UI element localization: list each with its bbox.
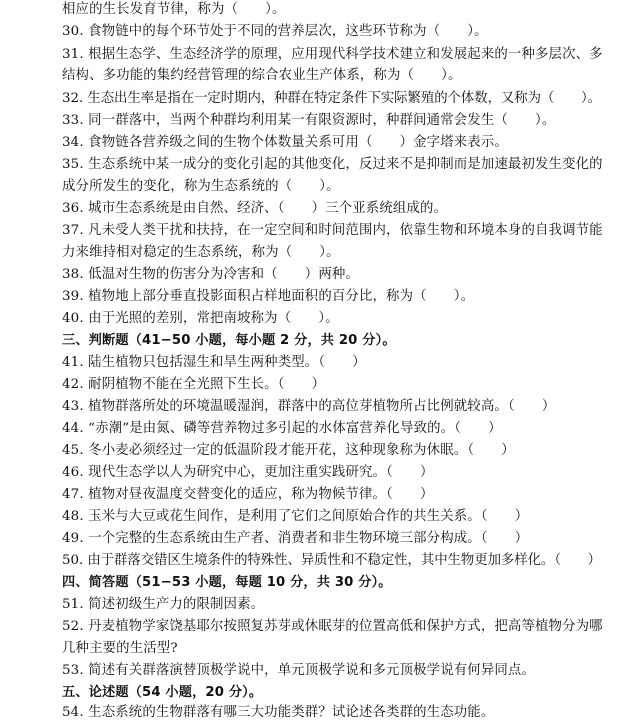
question-44: 44. “赤潮”是由氮、磷等营养物过多引起的水体富营养化导致的。（ ） [62,421,502,436]
question-53: 53. 简述有关群落演替顶极学说中，单元顶极学说和多元顶极学说有何异同点。 [62,663,535,678]
question-54: 54. 生态系统的生物群落有哪三大功能类群？试论述各类群的生态功能。 [62,705,495,720]
section-heading-short-answer: 四、简答题（51−53 小题，每题 10 分，共 30 分）。 [62,575,392,590]
question-48: 48. 玉米与大豆或花生间作，是利用了它们之间原始合作的共生关系。（ ） [62,509,529,524]
question-37: 37. 凡未受人类干扰和扶持，在一定空间和时间范围内，依靠生物和环境本身的自我调节能 [62,223,603,238]
question-46: 46. 现代生态学以人为研究中心，更加注重实践研究。（ ） [62,465,434,480]
section-heading-true-false: 三、判断题（41−50 小题，每小题 2 分，共 20 分）。 [62,333,396,348]
question-35-continued: 成分所发生的变化，称为生态系统的（ ）。 [62,179,340,194]
question-33: 33. 同一群落中，当两个种群均利用某一有限资源时，种群间通常会发生（ ）。 [62,113,556,128]
text-line-29-continued: 相应的生长发育节律，称为（ ）。 [62,2,286,17]
question-52-continued: 几种主要的生活型? [62,641,178,656]
question-51: 51. 简述初级生产力的限制因素。 [62,597,265,612]
question-49: 49. 一个完整的生态系统由生产者、消费者和非生物环境三部分构成。（ ） [62,531,529,546]
question-41: 41. 陆生植物只包括湿生和旱生两种类型。（ ） [62,355,366,370]
question-39: 39. 植物地上部分垂直投影面积占样地面积的百分比，称为（ ）。 [62,289,475,304]
question-50: 50. 由于群落交错区生境条件的特殊性、异质性和不稳定性，其中生物更加多样化。（ ） [62,553,601,568]
question-31: 31. 根据生态学、生态经济学的原理，应用现代科学技术建立和发展起来的一种多层次、多 [62,47,603,62]
question-52: 52. 丹麦植物学家饶基耶尔按照复苏芽或休眠芽的位置高低和保护方式，把高等植物分为哪 [62,619,603,634]
question-43: 43. 植物群落所处的环境温暖湿润，群落中的高位芽植物所占比例就较高。（ ） [62,399,556,414]
question-38: 38. 低温对生物的伤害分为冷害和（ ）两种。 [62,267,359,282]
section-heading-essay: 五、论述题（54 小题，20 分）。 [62,685,263,700]
question-42: 42. 耐阴植物不能在全光照下生长。（ ） [62,377,326,392]
question-35: 35. 生态系统中某一成分的变化引起的其他变化，反过来不是抑制而是加速最初发生变化的 [62,157,603,172]
question-34: 34. 食物链各营养级之间的生物个体数量关系可用（ ）金字塔来表示。 [62,135,508,150]
question-32: 32. 生态出生率是指在一定时期内，种群在特定条件下实际繁殖的个体数，又称为（ ）。 [62,91,601,106]
question-47: 47. 植物对昼夜温度交替变化的适应，称为物候节律。（ ） [62,487,434,502]
question-30: 30. 食物链中的每个环节处于不同的营养层次，这些环节称为（ ）。 [62,24,488,39]
question-36: 36. 城市生态系统是由自然、经济、（ ）三个亚系统组成的。 [62,201,448,216]
question-45: 45. 冬小麦必须经过一定的低温阶段才能开花，这种现象称为休眠。（ ） [62,443,515,458]
question-40: 40. 由于光照的差别，常把南坡称为（ ）。 [62,311,339,326]
question-37-continued: 力来维持相对稳定的生态系统，称为（ ）。 [62,245,340,260]
question-31-continued: 结构、多功能的集约经营管理的综合农业生产体系，称为（ ）。 [62,68,462,83]
